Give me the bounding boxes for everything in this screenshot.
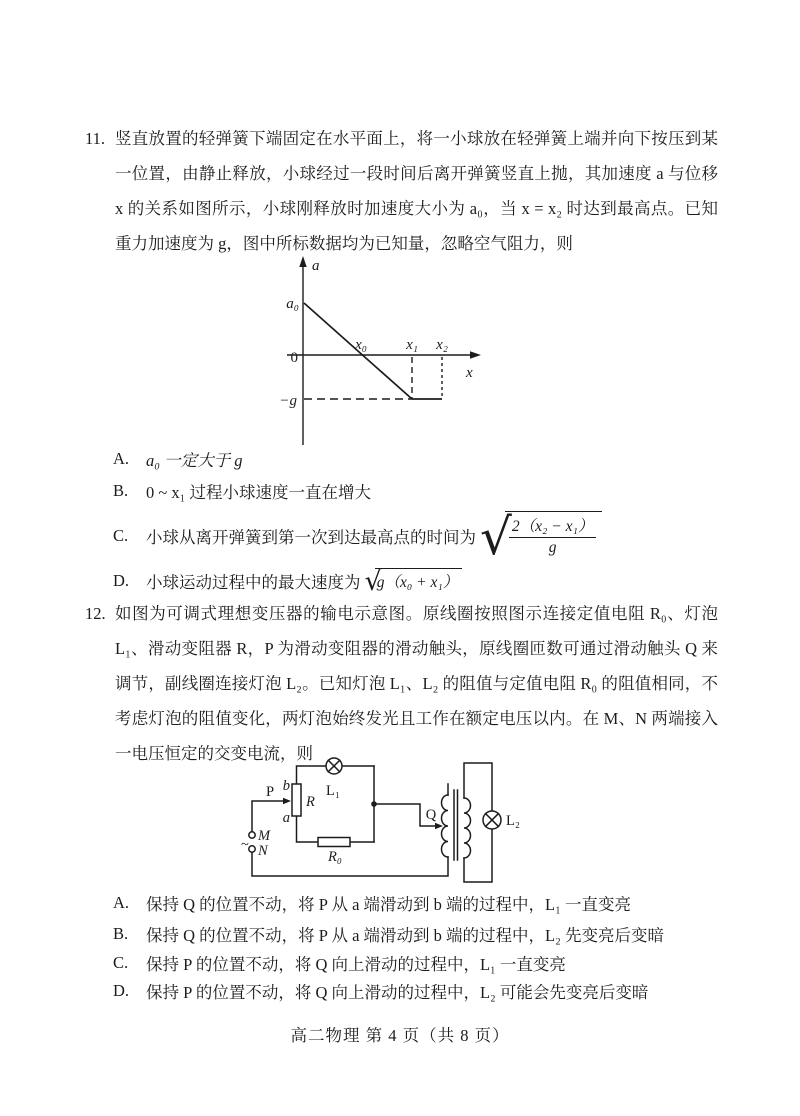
terminal-n bbox=[249, 846, 255, 852]
sqrt-expression bbox=[363, 565, 463, 597]
option-letter: C. bbox=[113, 953, 129, 972]
secondary-coil bbox=[464, 798, 471, 858]
q12-line-5: 一电压恒定的交变电流，则 bbox=[115, 744, 313, 763]
q12-option-b bbox=[113, 918, 664, 950]
q12-line-3: 调节，副线圈连接灯泡 L₂。已知灯泡 L₁、L₂ 的阻值与定值电阻 R₀ 的阻值相同，不 bbox=[115, 674, 718, 693]
option-text: 保持 P 的位置不动，将 Q 向上滑动的过程中，L₁ 一直变亮 bbox=[146, 955, 566, 974]
q12-line-2: L₁、滑动变阻器 R，P 为滑动变阻器的滑动触头，原线圈匝数可通过滑动触头 Q 来 bbox=[115, 639, 718, 658]
x0-label: x₀ bbox=[355, 337, 367, 353]
q12-number: 12. bbox=[85, 604, 106, 623]
p-label: P bbox=[265, 784, 275, 800]
radicand bbox=[505, 511, 603, 557]
neg-g-label: −g bbox=[279, 393, 297, 409]
n-label: N bbox=[258, 843, 268, 859]
q11-option-d bbox=[113, 564, 462, 598]
option-letter: A. bbox=[113, 449, 130, 468]
option-text: 保持 Q 的位置不动，将 P 从 a 端滑动到 b 端的过程中，L₁ 一直变亮 bbox=[146, 895, 632, 914]
lamp-l1 bbox=[326, 758, 342, 774]
a-label: a bbox=[282, 810, 290, 826]
b-label: b bbox=[282, 778, 290, 794]
q11-line-2: 一位置，由静止释放，小球经过一段时间后离开弹簧竖直上抛，其加速度 a 与位移 bbox=[115, 164, 718, 183]
x-axis-label: x bbox=[466, 365, 473, 381]
y-axis-arrow bbox=[299, 256, 306, 267]
option-text: 小球从离开弹簧到第一次到达最高点的时间为 bbox=[146, 528, 476, 547]
q12-transformer-circuit-diagram bbox=[240, 750, 530, 895]
ac-tilde: ~ bbox=[241, 837, 249, 853]
option-text: 保持 P 的位置不动，将 Q 向上滑动的过程中，L₂ 可能会先变亮后变暗 bbox=[146, 983, 649, 1002]
x-axis-arrow bbox=[470, 351, 481, 358]
q12-option-d bbox=[113, 975, 648, 1007]
q11-option-b bbox=[113, 475, 371, 507]
a0-label: a₀ bbox=[286, 296, 299, 312]
option-text: 小球运动过程中的最大速度为 bbox=[146, 573, 361, 592]
q11-line-4: 重力加速度为 g，图中所标数据均为已知量，忽略空气阻力，则 bbox=[115, 234, 573, 253]
option-letter: B. bbox=[113, 924, 129, 943]
q12-line-1: 如图为可调式理想变压器的输电示意图。原线圈按照图示连接定值电阻 R₀、灯泡 bbox=[115, 604, 718, 623]
rheostat-body bbox=[292, 784, 301, 816]
y-axis-label: a bbox=[312, 258, 320, 274]
fraction-numerator: 2（x₂ − x₁） bbox=[511, 518, 594, 535]
terminal-m bbox=[249, 832, 255, 838]
x1-label: x₁ bbox=[406, 337, 418, 353]
option-text: 0 ~ x₁ 过程小球速度一直在增大 bbox=[146, 483, 372, 502]
l1-label: L₁ bbox=[326, 783, 340, 799]
radical-sign: √ bbox=[480, 508, 512, 566]
m-label: M bbox=[258, 828, 271, 844]
lamp-l2 bbox=[483, 811, 501, 829]
q11-line-3: x 的关系如图所示，小球刚释放时加速度大小为 a₀，当 x = x₂ 时达到最高点。已知 bbox=[115, 199, 718, 218]
q12-option-a bbox=[113, 887, 631, 919]
origin-label: 0 bbox=[290, 350, 298, 366]
q11-acceleration-displacement-graph bbox=[250, 252, 490, 452]
r-label: R bbox=[306, 794, 315, 810]
junction-dot bbox=[371, 801, 377, 807]
fraction-denominator: g bbox=[509, 537, 597, 557]
option-letter: D. bbox=[113, 981, 130, 1000]
option-text: 保持 Q 的位置不动，将 P 从 a 端滑动到 b 端的过程中，L₂ 先变亮后变暗 bbox=[146, 926, 665, 945]
tap-q-arrow bbox=[435, 823, 443, 829]
q11-number: 11. bbox=[85, 129, 106, 148]
option-text: a₀ 一定大于 g bbox=[146, 451, 243, 470]
option-letter: C. bbox=[113, 526, 129, 545]
radicand: g（x₀ + x₁） bbox=[375, 568, 463, 592]
resistor-r0-body bbox=[318, 838, 350, 847]
radical-sign: √ bbox=[364, 565, 382, 597]
option-letter: B. bbox=[113, 481, 129, 500]
option-letter: D. bbox=[113, 571, 130, 590]
sqrt-fraction bbox=[478, 508, 602, 566]
q11-line-1: 竖直放置的轻弹簧下端固定在水平面上，将一小球放在轻弹簧上端并向下按压到某 bbox=[115, 129, 718, 148]
l2-label: L₂ bbox=[506, 813, 520, 829]
page-footer: 高二物理 第 4 页（共 8 页） bbox=[290, 1026, 510, 1045]
r0-label: R₀ bbox=[328, 849, 342, 865]
q11-option-a bbox=[113, 443, 243, 475]
slider-p-arrow bbox=[283, 798, 291, 804]
option-letter: A. bbox=[113, 893, 130, 912]
x2-label: x₂ bbox=[436, 337, 448, 353]
wire-n-bottom-rail bbox=[252, 853, 448, 877]
q12-line-4: 考虑灯泡的阻值变化，两灯泡始终发光且工作在额定电压以内。在 M、N 两端接入 bbox=[115, 709, 718, 728]
q-label: Q bbox=[425, 807, 437, 823]
q11-option-c bbox=[113, 507, 602, 565]
